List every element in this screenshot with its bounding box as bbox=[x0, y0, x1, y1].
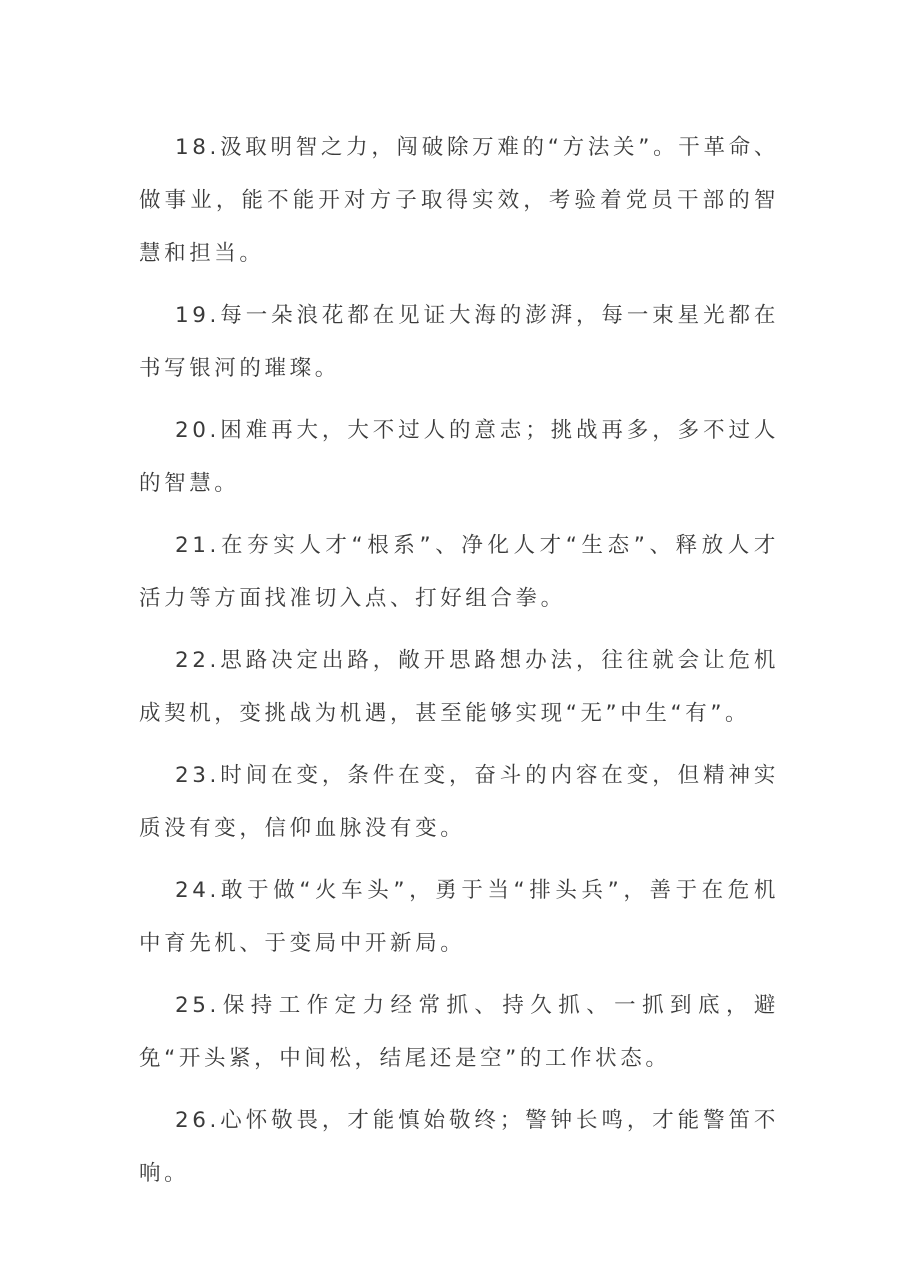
paragraph-26: 26.心怀敬畏，才能慎始敬终；警钟长鸣，才能警笛不响。 bbox=[139, 1108, 779, 1186]
document-body bbox=[139, 121, 779, 1209]
paragraph-23: 23.时间在变，条件在变，奋斗的内容在变，但精神实质没有变，信仰血脉没有变。 bbox=[139, 763, 779, 841]
paragraph-24: 24.敢于做“火车头”，勇于当“排头兵”，善于在危机中育先机、于变局中开新局。 bbox=[139, 878, 779, 956]
paragraph-20: 20.困难再大，大不过人的意志；挑战再多，多不过人的智慧。 bbox=[139, 418, 779, 496]
paragraph-18: 18.汲取明智之力，闯破除万难的“方法关”。干革命、做事业，能不能开对方子取得实效，考验着党员干部的智慧和担当。 bbox=[139, 135, 779, 266]
paragraph-22: 22.思路决定出路，敞开思路想办法，往往就会让危机成契机，变挑战为机遇，甚至能够实现“无”中生“有”。 bbox=[139, 648, 779, 726]
paragraph-19: 19.每一朵浪花都在见证大海的澎湃，每一束星光都在书写银河的璀璨。 bbox=[139, 303, 779, 381]
paragraph-21: 21.在夯实人才“根系”、净化人才“生态”、释放人才活力等方面找准切入点、打好组合拳。 bbox=[139, 533, 779, 611]
paragraph-25: 25.保持工作定力经常抓、持久抓、一抓到底，避免“开头紧，中间松，结尾还是空”的工作状态。 bbox=[139, 993, 779, 1071]
